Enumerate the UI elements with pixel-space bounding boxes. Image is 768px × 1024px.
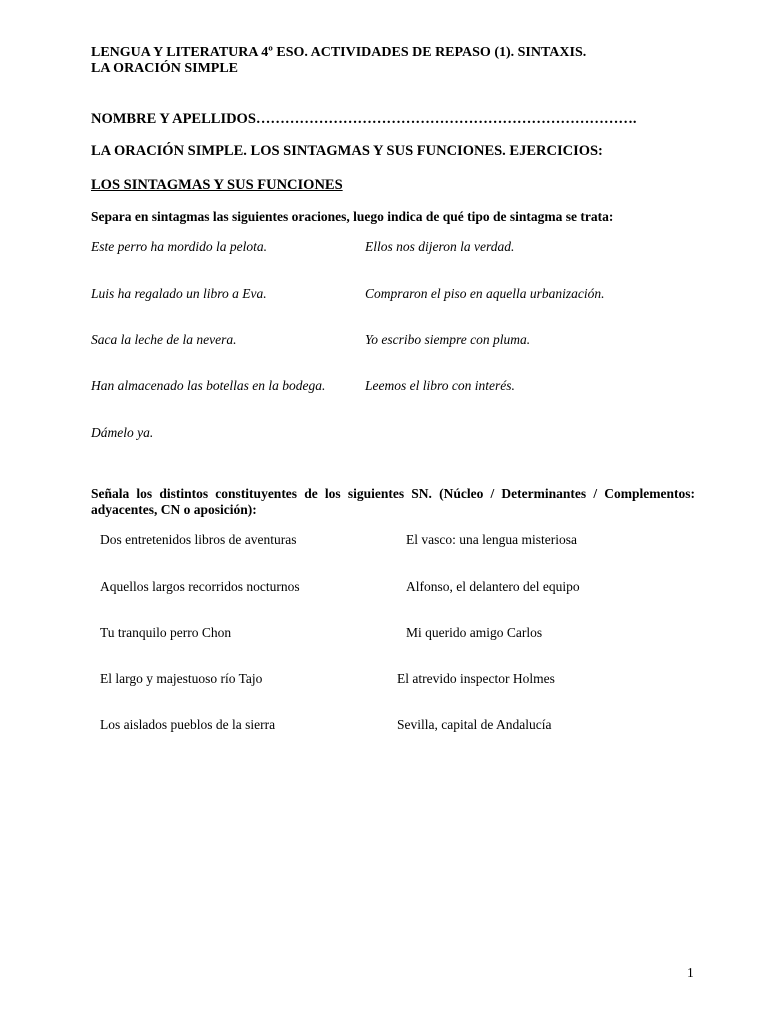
exercise2-instruction: Señala los distintos constituyentes de los siguientes SN. (Núcleo / Determinantes / Complementos: adyacentes, CN o aposición): <box>91 486 695 517</box>
exercise1-sentence: Han almacenado las botellas en la bodega. <box>91 378 326 393</box>
exercise2-phrase: Tu tranquilo perro Chon <box>100 625 232 640</box>
section-title: LA ORACIÓN SIMPLE. LOS SINTAGMAS Y SUS FUNCIONES. EJERCICIOS: <box>91 143 603 159</box>
exercise1-sentence: Dámelo ya. <box>91 425 154 440</box>
exercise2-phrase: El largo y majestuoso río Tajo <box>100 671 263 686</box>
exercise2-phrase: Mi querido amigo Carlos <box>406 625 543 640</box>
subsection-title: LOS SINTAGMAS Y SUS FUNCIONES <box>91 177 343 193</box>
exercise2-phrase: Alfonso, el delantero del equipo <box>406 579 580 594</box>
exercise1-sentence: Luis ha regalado un libro a Eva. <box>91 286 267 301</box>
exercise1-instruction: Separa en sintagmas las siguientes oraciones, luego indica de qué tipo de sintagma se trata: <box>91 209 614 224</box>
exercise2-phrase: Aquellos largos recorridos nocturnos <box>100 579 300 594</box>
exercise2-phrase: Los aislados pueblos de la sierra <box>100 717 276 732</box>
exercise1-sentence: Yo escribo siempre con pluma. <box>365 332 531 347</box>
exercise1-sentence: Este perro ha mordido la pelota. <box>91 239 267 254</box>
exercise1-sentence: Compraron el piso en aquella urbanización. <box>365 286 605 301</box>
page-number: 1 <box>687 965 694 980</box>
exercise1-sentence: Saca la leche de la nevera. <box>91 332 237 347</box>
header-line-2: LA ORACIÓN SIMPLE <box>91 61 239 76</box>
exercise2-phrase: El vasco: una lengua misteriosa <box>406 532 577 547</box>
exercise1-sentence: Leemos el libro con interés. <box>365 378 515 393</box>
header-line-1: LENGUA Y LITERATURA 4º ESO. ACTIVIDADES DE REPASO (1). SINTAXIS. <box>91 45 587 60</box>
exercise1-sentence: Ellos nos dijeron la verdad. <box>365 239 515 254</box>
name-field-line: NOMBRE Y APELLIDOS……………………………………………………………………. <box>91 111 637 127</box>
exercise2-phrase: Sevilla, capital de Andalucía <box>397 717 552 732</box>
exercise2-phrase: El atrevido inspector Holmes <box>397 671 555 686</box>
exercise2-phrase: Dos entretenidos libros de aventuras <box>100 532 297 547</box>
